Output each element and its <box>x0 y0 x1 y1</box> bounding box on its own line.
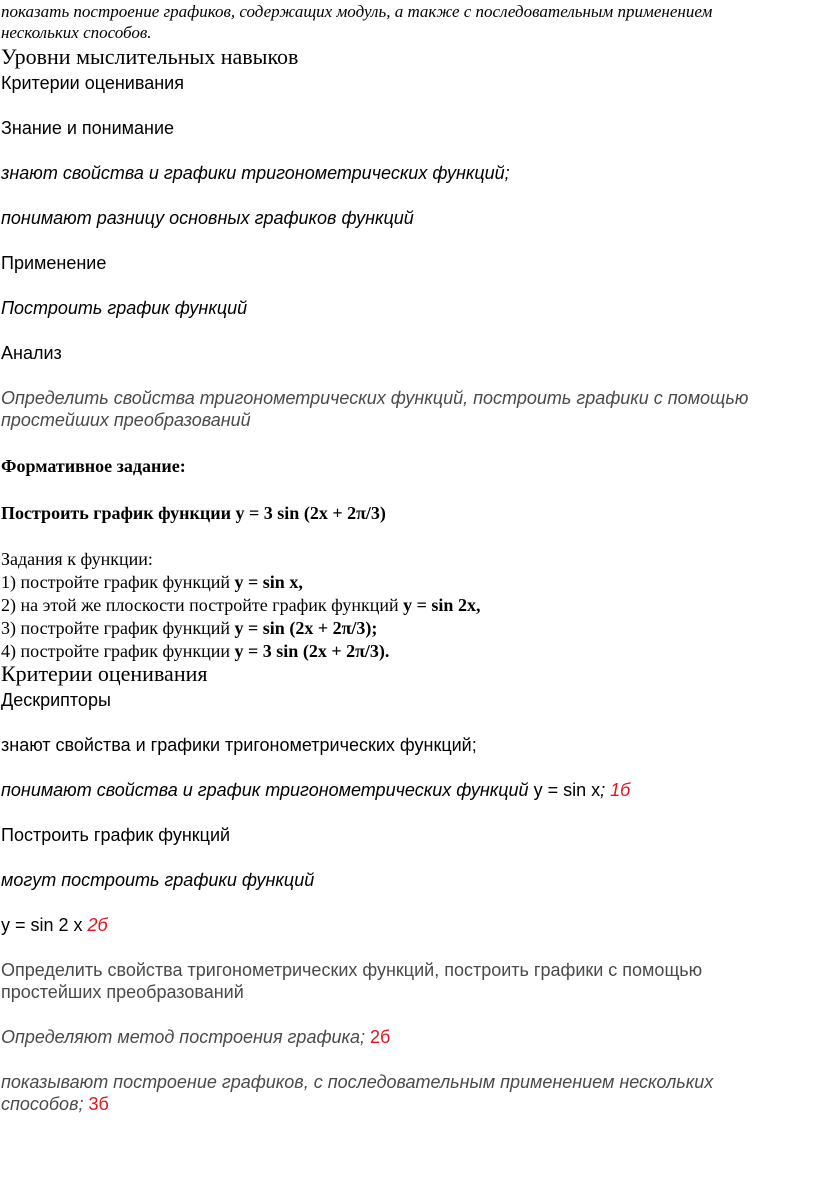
descriptor-row-8-line-2 <box>1 1094 109 1115</box>
subtask-3 <box>1 618 377 639</box>
descriptor-text: понимают свойства и график тригонометрических функций <box>1 780 529 800</box>
score-badge: 2б <box>87 915 108 935</box>
subtask-text: 2) на этой же плоскости постройте график функций <box>1 595 404 615</box>
subtasks-title: Задания к функции: <box>1 549 153 569</box>
descriptor-formula: у = sin 2 x <box>1 915 88 935</box>
formative-task <box>1 503 386 524</box>
subtask-4 <box>1 641 389 662</box>
descriptor-row-4: могут построить графики функций <box>1 870 315 890</box>
subtask-1 <box>1 572 303 593</box>
level-knowledge-item-1: знают свойства и графики тригонометрических функций; <box>1 163 510 183</box>
descriptor-text: Определяют метод построения графика; <box>1 1027 366 1047</box>
formative-task-label: Построить график функции <box>1 503 232 523</box>
formative-heading: Формативное задание: <box>1 456 186 476</box>
formative-task-formula: у = 3 sin (2х + 2π/3) <box>235 503 386 523</box>
section-heading-levels: Уровни мыслительных навыков <box>1 44 299 69</box>
level-knowledge-item-2: понимают разницу основных графиков функций <box>1 208 414 228</box>
subtask-formula: у = sin (2х + 2π/3); <box>234 618 378 638</box>
descriptor-row-1: знают свойства и графики тригонометрических функций; <box>1 735 477 755</box>
descriptor-separator: ; <box>600 780 606 800</box>
score-badge: 1б <box>605 780 631 800</box>
level-application-title: Применение <box>1 253 107 273</box>
subtask-formula: у = sin х, <box>234 572 303 592</box>
descriptor-row-7 <box>1 1027 390 1048</box>
descriptor-row-5 <box>1 915 108 936</box>
subtask-text: 4) постройте график функции <box>1 641 235 661</box>
descriptor-row-2 <box>1 780 630 801</box>
level-analysis-line-1: Определить свойства тригонометрических функций, построить графики с помощью <box>1 388 749 408</box>
descriptor-row-8-line-1: показывают построение графиков, с последовательным применением нескольких <box>1 1072 714 1092</box>
subtask-formula: у = 3 sin (2х + 2π/3). <box>234 641 390 661</box>
level-knowledge-title: Знание и понимание <box>1 118 175 138</box>
descriptor-row-6-line-2: простейших преобразований <box>1 982 244 1002</box>
descriptors-title: Дескрипторы <box>1 690 111 710</box>
score-badge: 3б <box>83 1094 109 1114</box>
subtask-text: 3) постройте график функций <box>1 618 235 638</box>
descriptor-formula: у = sin x <box>528 780 601 800</box>
score-badge: 2б <box>365 1027 391 1047</box>
descriptor-row-6-line-1: Определить свойства тригонометрических функций, построить графики с помощью <box>1 960 703 980</box>
section-heading-criteria: Критерии оценивания <box>1 661 208 686</box>
criteria-label: Критерии оценивания <box>1 73 184 93</box>
subtask-2 <box>1 595 480 616</box>
level-analysis-title: Анализ <box>1 343 62 363</box>
level-application-item-1: Построить график функций <box>1 298 248 318</box>
intro-line-1: показать построение графиков, содержащих модуль, а также с последовательным применением <box>1 2 713 21</box>
descriptor-row-3: Построить график функций <box>1 825 231 845</box>
subtask-formula: у = sin 2х, <box>403 595 481 615</box>
level-analysis-line-2: простейших преобразований <box>1 410 251 430</box>
subtask-text: 1) постройте график функций <box>1 572 235 592</box>
intro-line-2: нескольких способов. <box>1 23 152 42</box>
descriptor-text: способов; <box>1 1094 84 1114</box>
